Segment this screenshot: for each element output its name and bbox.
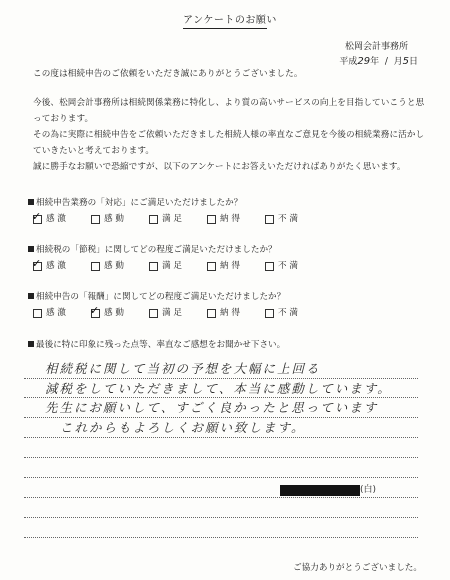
office-name: 松岡会計事務所 [344,42,408,52]
option-label: 納 得 [220,214,240,225]
option-label: 満 足 [162,261,182,272]
checkbox[interactable] [207,215,216,224]
bullet-square-icon [28,199,34,205]
date-year: 29 [357,56,371,67]
intro-line-5: ていきたいと考えております。 [33,146,155,156]
option-kandou[interactable] [91,215,149,224]
option-label: 満 足 [162,308,182,319]
checkbox[interactable] [149,309,158,318]
intro-line-3: っております。 [33,114,94,124]
signature-tail: (白) [360,485,377,495]
checkbox[interactable] [91,215,100,224]
writing-line [24,397,418,398]
option-manzoku[interactable] [149,309,207,318]
checkbox[interactable] [149,262,158,271]
writing-line [24,378,418,379]
option-nattoku[interactable] [207,309,265,318]
check-mark-icon: ✓ [32,257,42,270]
checkbox[interactable] [33,309,42,318]
question-3 [28,293,285,302]
option-label: 不 満 [278,261,298,272]
bullet-square-icon [28,341,34,347]
option-label: 感 激 [46,308,66,319]
bullet-square-icon [28,293,34,299]
option-fuman[interactable] [265,309,323,318]
checkbox[interactable] [90,304,100,318]
writing-line [24,497,418,498]
intro-line-6: 誠に勝手なお願いで恐縮ですが、以下のアンケートにお答えいただければありがたく思います。 [33,162,406,172]
comment-prompt [28,341,285,350]
date-year-suffix: 年 [370,57,380,67]
checkbox[interactable] [265,215,274,224]
option-label: 不 満 [278,308,298,319]
option-fuman[interactable] [265,215,323,224]
date-line [339,57,418,67]
checkbox[interactable] [207,262,216,271]
date-slash: / [384,57,388,67]
bullet-square-icon [28,246,34,252]
intro-line-2: 今後、松岡会計事務所は相続関係業務に特化し、より質の高いサービスの向上を目指していこうと思 [33,98,425,108]
writing-line [24,417,418,418]
option-nattoku[interactable] [207,262,265,271]
checkbox[interactable] [265,262,274,271]
option-label: 納 得 [220,308,240,319]
checkbox[interactable] [207,309,216,318]
title-underline [183,28,267,29]
footer-thanks: ご協力ありがとうございました。 [293,563,422,573]
check-mark-icon: ✓ [90,304,100,317]
writing-line [24,517,418,518]
option-kangeki[interactable] [33,309,91,318]
checkbox[interactable] [265,309,274,318]
date-day-suffix: 日 [408,57,418,67]
checkbox[interactable] [32,210,42,224]
writing-line [24,457,418,458]
option-label: 感 動 [104,214,124,225]
redacted-signature [280,485,360,496]
intro-line-1: この度は相続申告のご依頼をいただき誠にありがとうございました。 [33,69,303,79]
question-1-options [32,210,323,225]
option-manzoku[interactable] [149,215,207,224]
option-kangeki[interactable] [32,210,91,225]
intro-line-4: その為に実際に相続申告をご依頼いただきました相続人様の率直なご意見を今後の相続業務に活かし [33,130,425,140]
question-1-text: 相続申告業務の「対応」にご満足いただけましたか？ [36,198,243,208]
option-label: 感 激 [46,261,66,272]
option-label: 満 足 [162,214,182,225]
option-label: 不 満 [278,214,298,225]
date-era: 平成 [339,57,358,67]
option-nattoku[interactable] [207,215,265,224]
writing-line [24,477,418,478]
option-kandou[interactable] [91,262,149,271]
handwritten-line-2: 減税をしていただきまして、本当に感動しています。 [45,381,392,396]
option-kangeki[interactable] [32,257,91,272]
option-label: 納 得 [220,261,240,272]
form-title: アンケートのお願い [183,15,277,26]
check-mark-icon: ✓ [32,210,42,223]
question-2 [28,246,277,255]
option-manzoku[interactable] [149,262,207,271]
checkbox[interactable] [149,215,158,224]
option-fuman[interactable] [265,262,323,271]
question-3-options [33,304,323,319]
handwritten-line-3: 先生にお願いして、すごく良かったと思っています [45,400,379,415]
date-month: 月 [393,57,403,67]
date-day: 5 [402,56,409,67]
checkbox[interactable] [91,262,100,271]
option-kandou[interactable] [90,304,149,319]
option-label: 感 激 [46,214,66,225]
comment-prompt-text: 最後に特に印象に残った点等、率直なご感想をお聞かせ下さい。 [36,340,286,350]
question-2-text: 相続税の「節税」に関してどの程度ご満足いただけましたか？ [36,245,277,255]
handwritten-line-1: 相続税に関して当初の予想を大幅に上回る [45,361,321,376]
handwritten-line-4: これからもよろしくお願い致します。 [60,420,306,435]
question-2-options [32,257,323,272]
writing-line [24,537,418,538]
checkbox[interactable] [32,257,42,271]
writing-line [24,437,418,438]
option-label: 感 動 [104,261,124,272]
option-label: 感 動 [104,308,124,319]
question-3-text: 相続申告の「報酬」に関してどの程度ご満足いただけましたか？ [36,292,286,302]
question-1 [28,199,242,208]
